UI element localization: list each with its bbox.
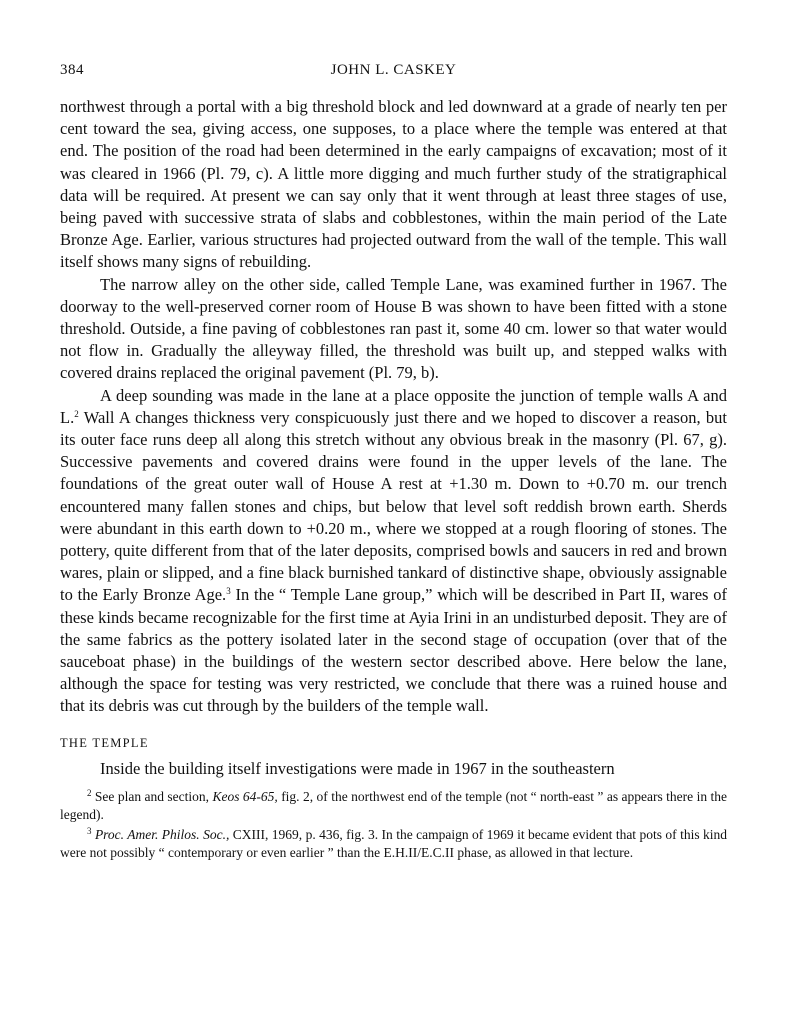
section-first-line: Inside the building itself investigations were made in 1967 in the southeastern [100, 758, 615, 778]
footnote-3-italic: Proc. Amer. Philos. Soc., [94, 826, 230, 842]
footnote-3-text-b: CXIII, 1969, p. 436, fig. 3. In the campaign of 1969 it became evident that pots of this kind were not possibly “ contemporary or even earlier ” than the E.H.II/E.C.II phase, as allowed in that lecture. [60, 826, 728, 860]
page-number: 384 [60, 62, 84, 78]
footnote-2-text-b: fig. 2, of the northwest end of the temple (not “ north-east ” as appears there in the legend). [60, 788, 727, 822]
paragraph-2: The narrow alley on the other side, called Temple Lane, was examined further in 1967. The doorway to the well-preserved corner room of House B was shown to have been fitted with a stone threshold. Outside, a fine paving of cobblestones ran past it, some 40 cm. lower so that water would not flow in. Gradually the alleyway filled, the threshold was built up, and stepped walks with covered drains replaced the original pavement (Pl. 79, b). [60, 274, 727, 383]
footnote-ref-3: 3 [226, 586, 231, 597]
paragraph-3 [60, 385, 727, 718]
running-header [60, 62, 727, 84]
footnote-2 [60, 788, 727, 824]
paragraph-3-text-a: A deep sounding was made in the lane at a place opposite the junction of temple walls A and L. [60, 385, 727, 427]
paragraph-3-text-c: In the “ Temple Lane group,” which will be described in Part II, wares of these kinds became recognizable for the first time at Ayia Irini in an undisturbed deposit. They are of the same fabrics as the pottery isolated later in the second stage of occupation (over that of the sauceboat phase) in the buildings of the western sector described above. Here below the lane, although the space for testing was very restricted, we conclude that there was a ruined house and that its debris was cut through by the builders of the temple wall. [60, 585, 727, 716]
footnotes [60, 788, 727, 862]
footnote-mark-3: 3 [87, 825, 92, 836]
footnote-ref-2: 2 [74, 408, 79, 419]
footnote-mark-2: 2 [87, 787, 92, 798]
page [60, 62, 727, 862]
footnote-2-text-a: See plan and section, [91, 788, 213, 804]
section-heading: THE TEMPLE [60, 735, 149, 750]
running-head-author: JOHN L. CASKEY [330, 62, 457, 78]
footnote-2-italic: Keos 64-65, [212, 788, 278, 804]
footnote-3 [60, 826, 727, 862]
paragraph-3-text-b: Wall A changes thickness very conspicuously just there and we hoped to discover a reason, but its outer face runs deep all along this stretch without any obvious break in the masonry (Pl. 67, g). Successive pavements and covered drains were found in the upper levels of the lane. The foundations of the great outer wall of House A rest at +1.30 m. Down to +0.70 m. our trench encountered many fallen stones and chips, but below that level soft reddish brown earth. Sherds were abundant in this earth down to +0.20 m., where we stopped at a rough flooring of stones. The pottery, quite different from that of the later deposits, comprised bowls and saucers in red and brown wares, plain or slipped, and a fine black burnished tankard of distinctive shape, obviously assignable to the Early Bronze Age. [60, 407, 727, 605]
paragraph-1: northwest through a portal with a big threshold block and led downward at a grade of nearly ten per cent toward the sea, giving access, one supposes, to a place where the temple was entered at that end. The position of the road had been determined in the early campaigns of excavation; most of it was cleared in 1966 (Pl. 79, c). A little more digging and much further study of the stratigraphical data will be required. At present we can say only that it went through at least three stages of use, being paved with successive strata of slabs and cobblestones, within the main period of the Late Bronze Age. Earlier, various structures had projected outward from the wall of the temple. This wall itself shows many signs of rebuilding. [60, 97, 727, 272]
